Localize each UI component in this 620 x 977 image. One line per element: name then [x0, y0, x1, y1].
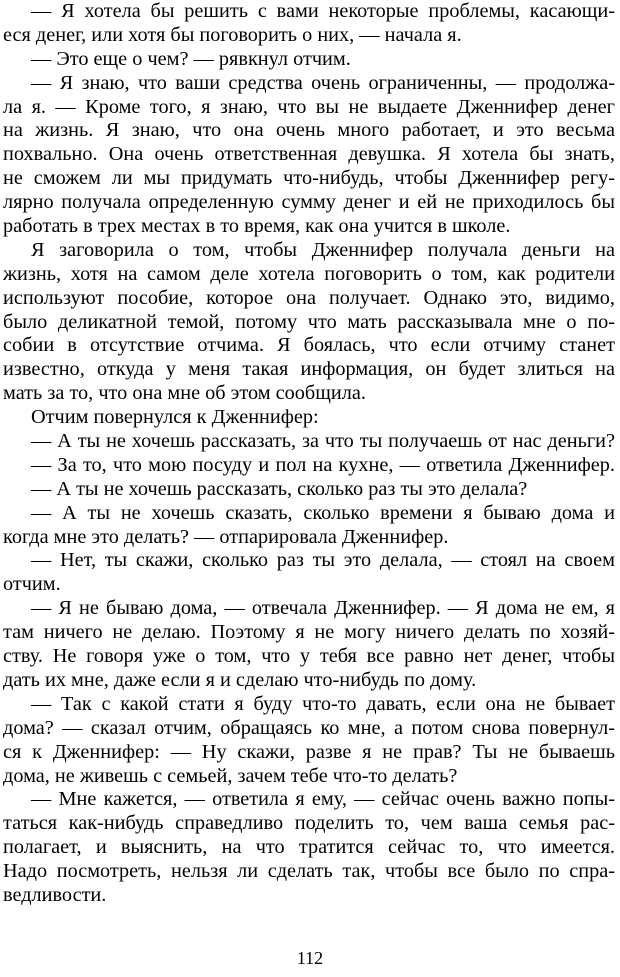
text-line: таться как-нибудь справедливо поделить то, чем ваша семья рас-	[3, 812, 615, 835]
text-line: мать за то, что она мне об этом сообщила.	[3, 382, 366, 405]
text-line: не сможем ли мы придумать что-нибудь, чтобы Дженнифер регу-	[3, 167, 615, 190]
text-line: — Мне кажется, — ответила я ему, — сейчас очень важно попы-	[31, 788, 615, 811]
page-number: 112	[296, 948, 324, 968]
text-line: ству. Не говоря уже о том, что у тебя все равно нет денег, чтобы	[3, 645, 615, 668]
text-line: жизнь, хотя на самом деле хотела поговорить о том, как родители	[3, 262, 615, 285]
text-line: ла я. — Кроме того, я знаю, что вы не выдаете Дженнифер денег	[3, 95, 615, 118]
text-line: — Нет, ты скажи, сколько раз ты это делала, — стоял на своем	[31, 549, 615, 572]
text-line: похвально. Она очень ответственная девушка. Я хотела бы знать,	[3, 143, 615, 166]
text-line: Я заговорила о том, чтобы Дженнифер получала деньги на	[31, 238, 615, 261]
text-line: было деликатной темой, потому что мать рассказывала мне о по-	[3, 310, 615, 333]
text-line: — Я знаю, что ваши средства очень ограниченны, — продолжа-	[31, 71, 615, 94]
text-line: — А ты не хочешь рассказать, за что ты получаешь от нас деньги?	[31, 430, 615, 453]
text-line: — А ты не хочешь рассказать, сколько раз ты это делала?	[31, 477, 528, 500]
text-line: работать в трех местах в то время, как она учится в школе.	[3, 215, 511, 238]
text-line: лярно получала определенную сумму денег и ей не приходилось бы	[3, 191, 615, 214]
text-line: Отчим повернулся к Дженнифер:	[31, 406, 319, 429]
text-line: отчим.	[3, 573, 61, 596]
text-line: — Я хотела бы решить с вами некоторые проблемы, касающи-	[31, 0, 615, 22]
text-line: на жизнь. Я знаю, что она очень много работает, и это весьма	[3, 119, 615, 142]
text-line: — Я не бываю дома, — отвечала Дженнифер. — Я дома не ем, я	[31, 597, 615, 620]
text-line: дома? — сказал отчим, обращаясь ко мне, а потом снова повернул-	[3, 716, 615, 739]
text-line: дать их мне, даже если я и сделаю что-нибудь по дому.	[3, 668, 477, 691]
text-line: Надо посмотреть, нельзя ли сделать так, чтобы все было по спра-	[3, 860, 615, 883]
text-line: полагает, и выяснить, на что тратится сейчас то, что имеется.	[3, 836, 615, 859]
text-line: ведливости.	[3, 883, 107, 906]
text-line: собии в отсутствие отчима. Я боялась, что если отчиму станет	[3, 334, 615, 357]
text-line: еся денег, или хотя бы поговорить о них, — начала я.	[3, 23, 462, 46]
text-line: — Так с какой стати я буду что-то давать, если она не бывает	[31, 692, 615, 715]
text-line: там ничего не делаю. Поэтому я не могу ничего делать по хозяй-	[3, 621, 615, 644]
text-line: известно, откуда у меня такая информация, он будет злиться на	[3, 358, 615, 381]
text-line: — За то, что мою посуду и пол на кухне, — ответила Дженнифер.	[31, 453, 615, 476]
text-line: используют пособие, которое она получает. Однако это, видимо,	[3, 286, 615, 309]
text-line: — Это еще о чем? — рявкнул отчим.	[31, 47, 351, 70]
text-line: дома, не живешь с семьей, зачем тебе что-то делать?	[3, 764, 458, 787]
body-text	[3, 0, 615, 908]
text-line: ся к Дженнифер: — Ну скажи, разве я не прав? Ты не бываешь	[3, 740, 615, 763]
text-line: — А ты не хочешь сказать, сколько времени я бываю дома и	[31, 501, 615, 524]
text-line: когда мне это делать? — отпарировала Дженнифер.	[3, 525, 449, 548]
